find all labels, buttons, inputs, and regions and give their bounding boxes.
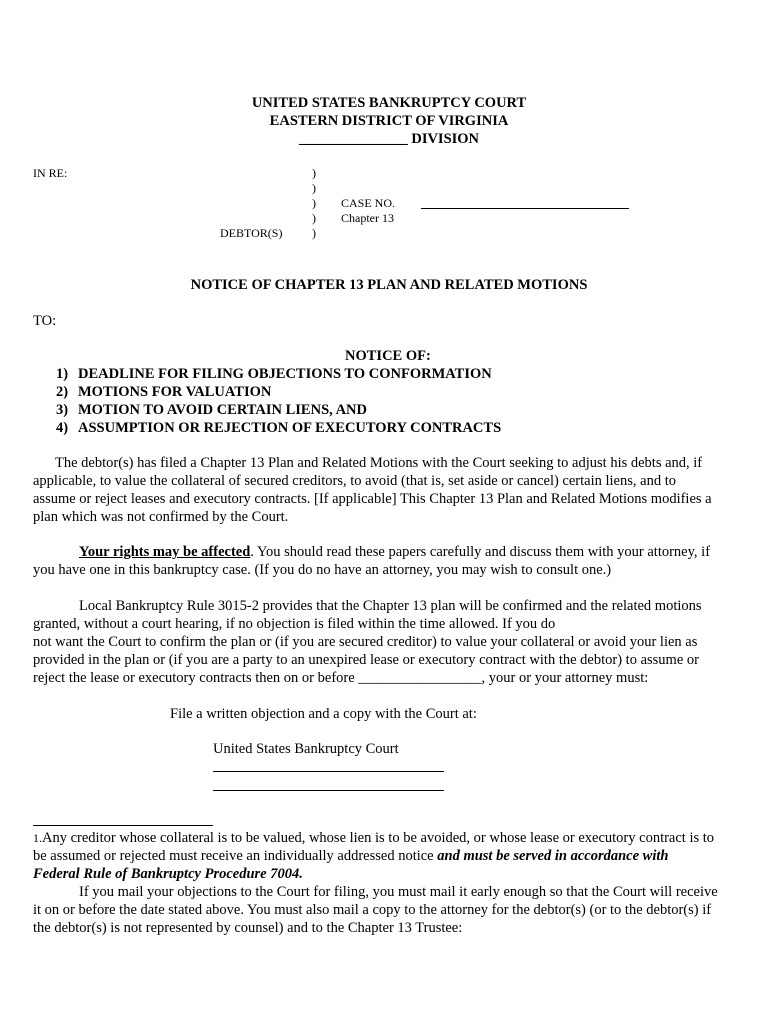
court-name: UNITED STATES BANKRUPTCY COURT [251, 95, 527, 111]
list-item: 4) ASSUMPTION OR REJECTION OF EXECUTORY CONTRACTS [56, 420, 502, 436]
caption-paren: ) [312, 181, 316, 195]
rights-emphasis: Your rights may be affected [79, 544, 251, 560]
court-address-line[interactable] [213, 790, 444, 791]
deadline-date-blank[interactable]: _________________ [358, 670, 482, 686]
case-no-label: CASE NO. [341, 196, 396, 210]
chapter-label: Chapter 13 [341, 211, 394, 225]
division-blank[interactable]: _______________ [298, 131, 408, 147]
file-instruction: File a written objection and a copy with the Court at: [170, 706, 477, 722]
caption-paren: ) [312, 166, 316, 180]
list-item: 1) DEADLINE FOR FILING OBJECTIONS TO CONFORMATION [56, 366, 492, 382]
court-address-name: United States Bankruptcy Court [213, 741, 399, 757]
court-address-line[interactable] [213, 771, 444, 772]
caption-paren: ) [312, 226, 316, 240]
footnote-separator [33, 825, 213, 826]
list-item: 3) MOTION TO AVOID CERTAIN LIENS, AND [56, 402, 368, 418]
court-division: _______________ DIVISION [298, 131, 480, 147]
in-re-label: IN RE: [33, 166, 68, 180]
court-district: EASTERN DISTRICT OF VIRGINIA [269, 113, 509, 129]
caption-paren: ) [312, 211, 316, 225]
document-title: NOTICE OF CHAPTER 13 PLAN AND RELATED MOTIONS [190, 277, 588, 293]
debtors-label: DEBTOR(S) [220, 226, 283, 240]
caption-paren: ) [312, 196, 316, 210]
list-item: 2) MOTIONS FOR VALUATION [56, 384, 272, 400]
footnote-marker: 1. [33, 831, 42, 845]
to-label: TO: [33, 313, 57, 329]
case-no-blank[interactable] [421, 208, 629, 209]
notice-heading: NOTICE OF: [345, 348, 431, 364]
